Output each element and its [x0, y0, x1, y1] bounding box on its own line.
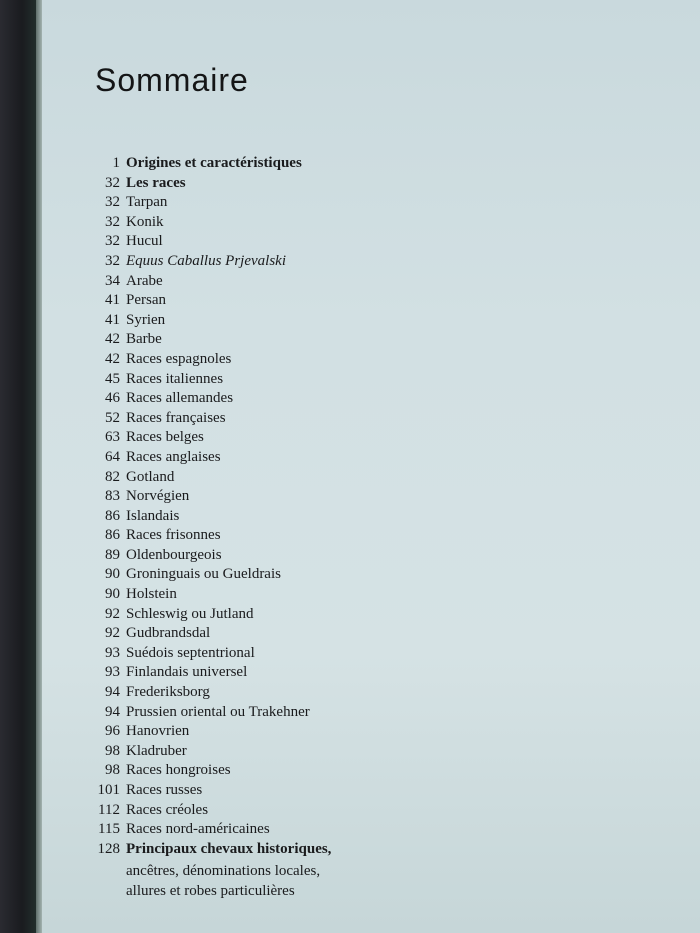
- toc-page-number: 83: [105, 488, 120, 505]
- toc-entry: [88, 801, 488, 821]
- toc-page-number: 93: [105, 644, 120, 661]
- toc-label: Prussien oriental ou Trakehner: [126, 703, 310, 720]
- toc-page-number: 34: [105, 272, 120, 289]
- toc-label: Gotland: [126, 468, 175, 485]
- toc-page-number: 101: [97, 782, 120, 798]
- toc-page-number: 93: [105, 664, 120, 681]
- toc-entry: [88, 585, 488, 605]
- toc-entry: [88, 213, 488, 233]
- toc-entry: [88, 350, 488, 370]
- toc-label: Races espagnoles: [126, 350, 232, 367]
- toc-page-number: 42: [105, 331, 120, 348]
- toc-label: Finlandais universel: [126, 664, 248, 681]
- toc-entry: [88, 605, 488, 625]
- toc-label: Les races: [126, 174, 186, 191]
- toc-page-number: 90: [105, 566, 120, 583]
- toc-page-number: 98: [105, 742, 120, 759]
- toc-label: Suédois septentrional: [126, 644, 255, 661]
- toc-label: Kladruber: [126, 742, 187, 759]
- toc-page-number: 32: [105, 213, 120, 230]
- toc-entry: [88, 487, 488, 507]
- toc-page-number: 52: [105, 409, 120, 426]
- toc-page-number: 32: [105, 233, 120, 250]
- toc-label: Oldenbourgeois: [126, 546, 222, 563]
- toc-entry: [88, 683, 488, 703]
- toc-label: Races italiennes: [126, 370, 224, 387]
- toc-page-number: 92: [105, 605, 120, 622]
- toc-label: Races créoles: [126, 801, 209, 818]
- toc-label: Holstein: [126, 586, 177, 603]
- continuation-line: allures et robes particulières: [126, 882, 295, 899]
- toc-label: Islandais: [126, 507, 180, 524]
- toc-page-number: 63: [105, 429, 120, 446]
- toc-label: Races hongroises: [126, 762, 231, 779]
- toc-page-number: 94: [105, 684, 120, 701]
- toc-label: Races anglaises: [126, 448, 221, 465]
- toc-page-number: 42: [105, 350, 120, 367]
- toc-label: Syrien: [126, 311, 166, 328]
- toc-label: Arabe: [126, 272, 163, 289]
- toc-label: Races françaises: [126, 409, 226, 426]
- toc-page-number: 89: [105, 546, 120, 563]
- toc-label: Races russes: [126, 782, 203, 798]
- toc-page-number: 32: [105, 252, 120, 269]
- toc-entry: [88, 330, 488, 350]
- toc-page-number: 1: [112, 155, 120, 171]
- toc-entry: [88, 468, 488, 488]
- toc-entry: [88, 820, 488, 840]
- toc-label: Norvégien: [126, 488, 190, 505]
- toc-entry: [88, 781, 488, 801]
- toc-entry: [88, 742, 488, 762]
- toc-page-number: 92: [105, 625, 120, 642]
- toc-page-number: 128: [97, 840, 120, 857]
- toc-page-number: 86: [105, 507, 120, 524]
- toc-entry: [88, 644, 488, 664]
- toc-entry: [88, 409, 488, 429]
- toc-label: Konik: [126, 213, 164, 230]
- toc-page-number: 112: [98, 801, 120, 818]
- toc-label: Persan: [126, 292, 166, 309]
- toc-entry: [88, 193, 488, 213]
- toc-page-number: 86: [105, 527, 120, 544]
- toc-label: Tarpan: [126, 194, 168, 211]
- toc-last-entry-continuation: [126, 862, 320, 901]
- toc-label: Gudbrandsdal: [126, 625, 211, 642]
- toc-page-number: 115: [98, 821, 120, 838]
- toc-entry: [88, 370, 488, 390]
- toc-label: Hanovrien: [126, 723, 190, 740]
- toc-entry: [88, 154, 488, 174]
- toc-entry: [88, 663, 488, 683]
- toc-label: Barbe: [126, 331, 162, 348]
- toc-label: Origines et caractéristiques: [126, 155, 302, 171]
- toc-entry: [88, 507, 488, 527]
- toc-entry: [88, 761, 488, 781]
- continuation-line: ancêtres, dénominations locales,: [126, 863, 321, 879]
- toc-label: Frederiksborg: [126, 684, 210, 701]
- toc-page-number: 90: [105, 586, 120, 603]
- toc-entry: [88, 448, 488, 468]
- toc-entry: [88, 565, 488, 585]
- toc-page-number: 96: [105, 723, 120, 740]
- toc-entry: [88, 311, 488, 331]
- toc-label: Races nord-américaines: [126, 821, 270, 838]
- toc-entry: [88, 546, 488, 566]
- toc-entry: [88, 291, 488, 311]
- toc-entry: [88, 389, 488, 409]
- toc-entry: [88, 526, 488, 546]
- toc-label: Hucul: [126, 233, 163, 250]
- toc-entry: [88, 840, 488, 860]
- toc-page-number: 41: [105, 311, 120, 328]
- toc-entry: [88, 174, 488, 194]
- toc-entry: [88, 624, 488, 644]
- toc-page-number: 82: [105, 468, 120, 485]
- toc-label: Groninguais ou Gueldrais: [126, 566, 281, 583]
- toc-label: Races allemandes: [126, 390, 234, 407]
- toc-label: Equus Caballus Prjevalski: [126, 252, 286, 269]
- toc-page-number: 94: [105, 703, 120, 720]
- toc-label: Races belges: [126, 429, 204, 446]
- toc-page-number: 41: [105, 292, 120, 309]
- table-of-contents: [88, 154, 488, 859]
- toc-label: Races frisonnes: [126, 527, 221, 544]
- toc-label: Principaux chevaux historiques,: [126, 840, 332, 857]
- toc-page-number: 98: [105, 762, 120, 779]
- toc-page-number: 32: [105, 174, 120, 191]
- book-binding: [0, 0, 40, 933]
- toc-page-number: 64: [105, 448, 120, 465]
- toc-label: Schleswig ou Jutland: [126, 605, 254, 622]
- toc-page-number: 45: [105, 370, 120, 387]
- toc-entry: [88, 232, 488, 252]
- toc-entry: [88, 252, 488, 272]
- toc-entry: [88, 722, 488, 742]
- toc-page-number: 32: [105, 194, 120, 211]
- page-title: Sommaire: [95, 62, 249, 98]
- toc-entry: [88, 272, 488, 292]
- toc-entry: [88, 428, 488, 448]
- toc-entry: [88, 703, 488, 723]
- toc-page-number: 46: [105, 390, 120, 407]
